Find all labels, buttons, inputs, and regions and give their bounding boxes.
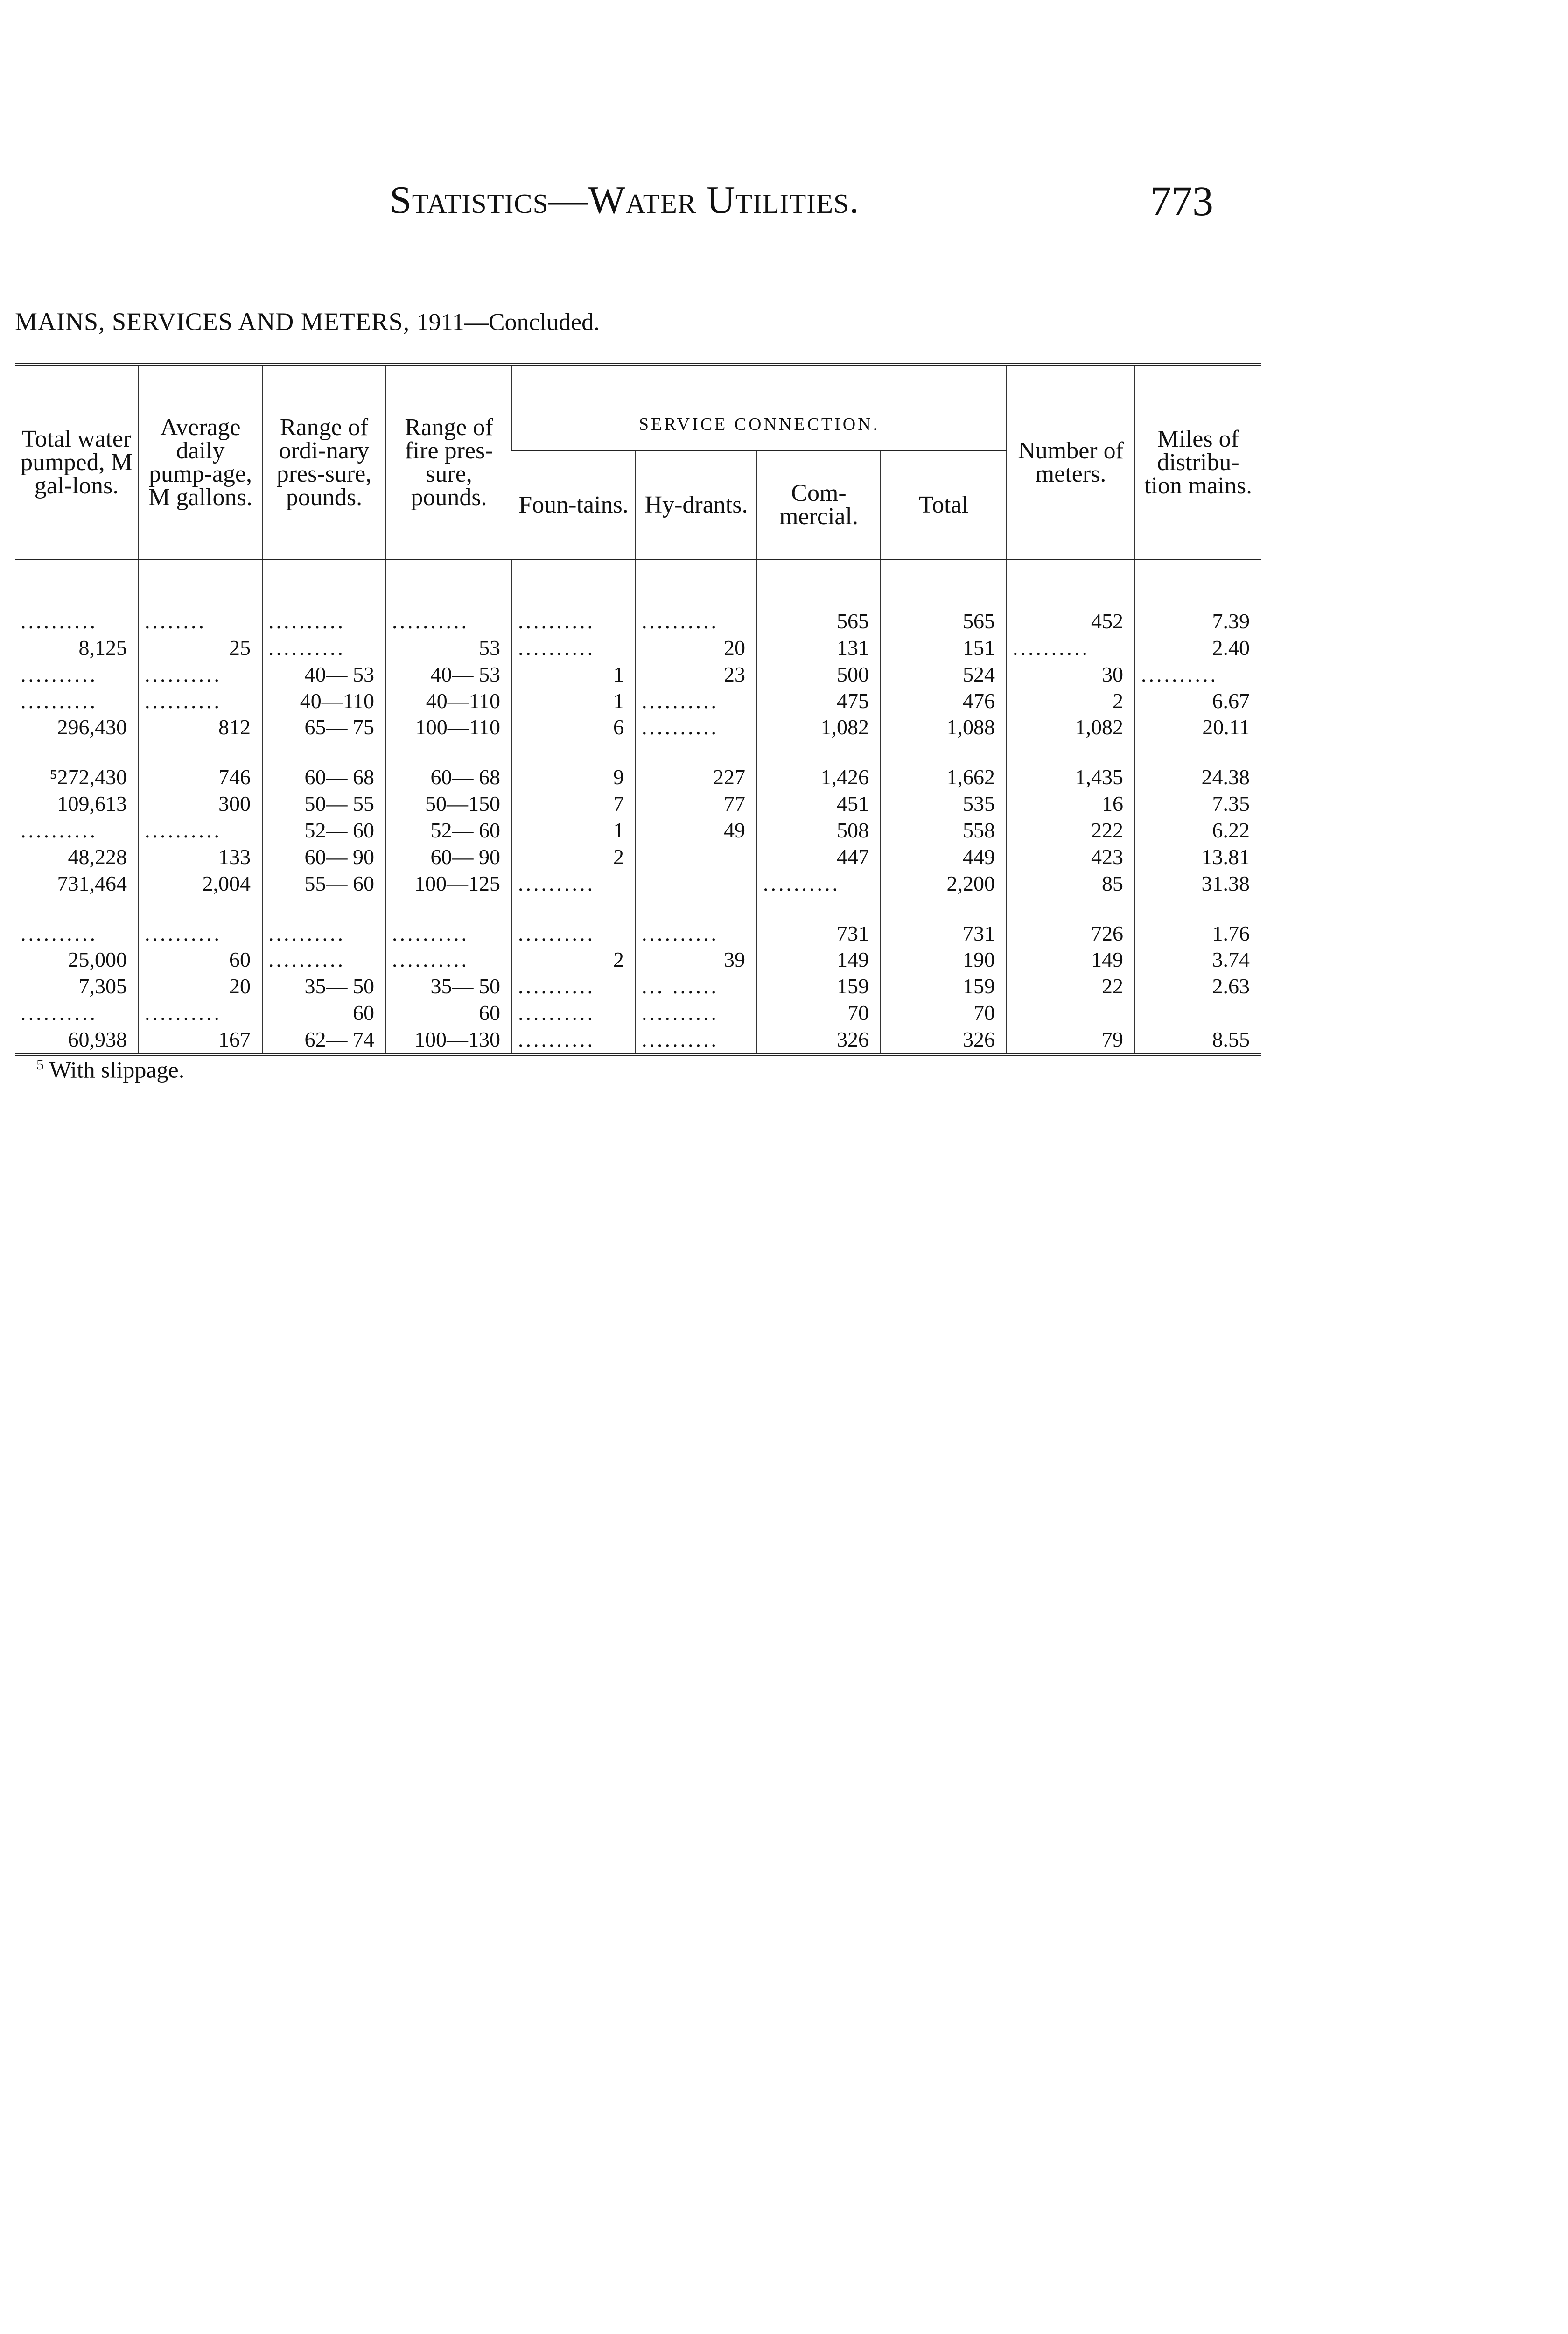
spacer-cell (1135, 560, 1261, 608)
table-row (15, 714, 1261, 741)
cell-commercial: .......... (757, 870, 881, 897)
cell-meters: 79 (1007, 1026, 1135, 1055)
spacer-cell (262, 741, 386, 764)
spacer-cell (15, 560, 139, 608)
cell-water-pumped: .......... (21, 689, 98, 713)
cell-daily-pumpage: 133 (139, 844, 262, 870)
cell-miles-of-mains: .......... (1135, 661, 1261, 688)
cell-water-pumped: ⁵272,430 (49, 765, 127, 789)
cell-fire-pressure: 100—110 (386, 714, 512, 741)
cell-ordinary-pressure: 60— 90 (262, 844, 386, 870)
cell-daily-pumpage: 20 (139, 973, 262, 1000)
cell-meters: 423 (1007, 844, 1135, 870)
cell-fountains: 2 (512, 947, 636, 973)
header-service-connection: SERVICE CONNECTION. (512, 365, 1007, 451)
cell-fire-pressure: 60— 68 (386, 764, 512, 791)
spacer-cell (757, 560, 881, 608)
cell-daily-pumpage: 300 (139, 791, 262, 817)
cell-fountains: 6 (512, 714, 636, 741)
table-row (15, 688, 1261, 714)
cell-meters: 1,435 (1007, 764, 1135, 791)
spacer-cell (512, 560, 636, 608)
spacer-cell (1007, 741, 1135, 764)
cell-miles-of-mains: 8.55 (1135, 1026, 1261, 1055)
table-caption-rest: 1911—Concluded. (416, 309, 600, 336)
cell-miles-of-mains: 6.67 (1135, 688, 1261, 714)
cell-hydrants: 49 (636, 817, 757, 844)
cell-total: 151 (881, 634, 1007, 661)
cell-ordinary-pressure: 50— 55 (262, 791, 386, 817)
row-spacer (15, 897, 1261, 920)
cell-commercial: 149 (757, 947, 881, 973)
header-commercial: Com-mercial. (757, 451, 881, 560)
cell-hydrants: .......... (636, 1026, 757, 1055)
cell-total: 524 (881, 661, 1007, 688)
table-row (15, 844, 1261, 870)
cell-meters: .......... (1007, 634, 1135, 661)
cell-hydrants: 77 (636, 791, 757, 817)
cell-total: 731 (881, 920, 1007, 947)
cell-miles-of-mains: 2.63 (1135, 973, 1261, 1000)
table-body (15, 560, 1261, 1055)
cell-fountains: .......... (512, 634, 636, 661)
cell-total: 70 (881, 1000, 1007, 1026)
row-spacer (15, 741, 1261, 764)
cell-meters: 16 (1007, 791, 1135, 817)
cell-ordinary-pressure: .......... (262, 947, 386, 973)
cell-total: 326 (881, 1026, 1007, 1055)
cell-water-pumped: 60,938 (15, 1026, 139, 1055)
cell-ordinary-pressure: 55— 60 (262, 870, 386, 897)
table-header (15, 365, 1261, 560)
table-caption (15, 307, 600, 336)
cell-fountains: .......... (512, 870, 636, 897)
cell-miles-of-mains: 24.38 (1135, 764, 1261, 791)
cell-daily-pumpage: .......... (139, 920, 262, 947)
footnote-text: With slippage. (49, 1056, 185, 1083)
cell-fountains: 7 (512, 791, 636, 817)
spacer-cell (386, 560, 512, 608)
cell-ordinary-pressure: 62— 74 (262, 1026, 386, 1055)
cell-total: 159 (881, 973, 1007, 1000)
header-average-daily-pumpage: Average daily pump-age, M gallons. (139, 365, 262, 560)
cell-hydrants (636, 844, 757, 870)
cell-miles-of-mains: 3.74 (1135, 947, 1261, 973)
header-total-water-pumped: Total water pumped, M gal-lons. (15, 365, 139, 560)
cell-miles-of-mains: 13.81 (1135, 844, 1261, 870)
cell-daily-pumpage: .......... (139, 688, 262, 714)
cell-total: 535 (881, 791, 1007, 817)
spacer-cell (881, 897, 1007, 920)
cell-fire-pressure: .......... (386, 920, 512, 947)
cell-commercial: 731 (757, 920, 881, 947)
cell-ordinary-pressure: 40— 53 (262, 661, 386, 688)
cell-ordinary-pressure: 60— 68 (262, 764, 386, 791)
cell-total: 449 (881, 844, 1007, 870)
spacer-cell (1007, 560, 1135, 608)
spacer-cell (1007, 897, 1135, 920)
spacer-cell (262, 897, 386, 920)
table-row (15, 764, 1261, 791)
header-total: Total (881, 451, 1007, 560)
cell-ordinary-pressure: .......... (262, 634, 386, 661)
cell-daily-pumpage: .......... (139, 1000, 262, 1026)
page-number: 773 (1150, 178, 1213, 225)
spacer-cell (881, 560, 1007, 608)
table-row (15, 1000, 1261, 1026)
spacer-cell (512, 897, 636, 920)
spacer-cell (636, 560, 757, 608)
cell-hydrants: .......... (636, 920, 757, 947)
cell-fountains: 2 (512, 844, 636, 870)
cell-meters: 30 (1007, 661, 1135, 688)
spacer-cell (15, 897, 139, 920)
cell-meters: 2 (1007, 688, 1135, 714)
statistics-table (15, 363, 1261, 1056)
cell-miles-of-mains (1135, 1000, 1261, 1026)
table-row (15, 817, 1261, 844)
cell-total: 565 (881, 608, 1007, 635)
cell-hydrants: .......... (636, 688, 757, 714)
cell-ordinary-pressure: 52— 60 (262, 817, 386, 844)
cell-daily-pumpage: ........ (139, 608, 262, 635)
cell-commercial: 159 (757, 973, 881, 1000)
cell-commercial: 131 (757, 634, 881, 661)
cell-fountains: .......... (512, 973, 636, 1000)
cell-commercial: 500 (757, 661, 881, 688)
cell-ordinary-pressure: 40—110 (262, 688, 386, 714)
table-row (15, 1026, 1261, 1055)
cell-hydrants: .......... (636, 608, 757, 635)
cell-commercial: 475 (757, 688, 881, 714)
cell-fire-pressure: .......... (386, 608, 512, 635)
cell-commercial: 1,426 (757, 764, 881, 791)
header-hydrants: Hy-drants. (636, 451, 757, 560)
cell-meters: 452 (1007, 608, 1135, 635)
table-row (15, 920, 1261, 947)
cell-miles-of-mains: 31.38 (1135, 870, 1261, 897)
cell-commercial: 70 (757, 1000, 881, 1026)
row-spacer (15, 560, 1261, 608)
cell-total: 1,662 (881, 764, 1007, 791)
footnote (36, 1056, 184, 1083)
spacer-cell (512, 741, 636, 764)
cell-total: 558 (881, 817, 1007, 844)
cell-fire-pressure: 40— 53 (386, 661, 512, 688)
cell-total: 2,200 (881, 870, 1007, 897)
cell-water-pumped: 25,000 (68, 948, 127, 972)
cell-hydrants: ... ...... (636, 973, 757, 1000)
cell-fountains: 9 (512, 764, 636, 791)
cell-commercial: 565 (757, 608, 881, 635)
cell-fountains: .......... (512, 608, 636, 635)
cell-fire-pressure: 35— 50 (386, 973, 512, 1000)
spacer-cell (757, 897, 881, 920)
cell-miles-of-mains: 20.11 (1135, 714, 1261, 741)
cell-fire-pressure: 60— 90 (386, 844, 512, 870)
cell-water-pumped: 7,305 (78, 974, 127, 998)
cell-hydrants: .......... (636, 714, 757, 741)
cell-fire-pressure: 100—130 (386, 1026, 512, 1055)
cell-daily-pumpage: 746 (139, 764, 262, 791)
cell-fire-pressure: 53 (386, 634, 512, 661)
cell-ordinary-pressure: .......... (262, 608, 386, 635)
cell-fountains: .......... (512, 1000, 636, 1026)
header-fountains: Foun-tains. (512, 451, 636, 560)
spacer-cell (881, 741, 1007, 764)
cell-fountains: 1 (512, 688, 636, 714)
cell-meters: 726 (1007, 920, 1135, 947)
running-title: Statistics—Water Utilities. (390, 178, 860, 222)
cell-fire-pressure: 52— 60 (386, 817, 512, 844)
spacer-cell (386, 741, 512, 764)
cell-fountains: 1 (512, 661, 636, 688)
table-row (15, 973, 1261, 1000)
cell-miles-of-mains: 1.76 (1135, 920, 1261, 947)
cell-water-pumped: .......... (21, 921, 98, 945)
cell-total: 476 (881, 688, 1007, 714)
cell-daily-pumpage: 812 (139, 714, 262, 741)
spacer-cell (139, 741, 262, 764)
cell-daily-pumpage: 167 (139, 1026, 262, 1055)
spacer-cell (757, 741, 881, 764)
cell-meters: 222 (1007, 817, 1135, 844)
spacer-cell (1135, 741, 1261, 764)
footnote-marker: 5 (36, 1056, 44, 1073)
cell-hydrants: 39 (636, 947, 757, 973)
cell-water-pumped: .......... (21, 609, 98, 633)
cell-daily-pumpage: 2,004 (139, 870, 262, 897)
spacer-cell (386, 897, 512, 920)
table-caption-main: MAINS, SERVICES AND METERS, (15, 308, 410, 336)
cell-ordinary-pressure: 60 (262, 1000, 386, 1026)
header-range-ordinary-pressure: Range of ordi-nary pres-sure, pounds. (262, 365, 386, 560)
cell-total: 190 (881, 947, 1007, 973)
spacer-cell (636, 741, 757, 764)
cell-miles-of-mains: 2.40 (1135, 634, 1261, 661)
cell-ordinary-pressure: 35— 50 (262, 973, 386, 1000)
cell-daily-pumpage: .......... (139, 661, 262, 688)
cell-hydrants: 227 (636, 764, 757, 791)
cell-commercial: 451 (757, 791, 881, 817)
spacer-cell (1135, 897, 1261, 920)
cell-commercial: 447 (757, 844, 881, 870)
cell-fire-pressure: 60 (386, 1000, 512, 1026)
header-range-fire-pressure: Range of fire pres-sure, pounds. (386, 365, 512, 560)
cell-daily-pumpage: .......... (139, 817, 262, 844)
cell-meters: 22 (1007, 973, 1135, 1000)
cell-fire-pressure: 100—125 (386, 870, 512, 897)
cell-commercial: 508 (757, 817, 881, 844)
spacer-cell (15, 741, 139, 764)
cell-total: 1,088 (881, 714, 1007, 741)
header-number-of-meters: Number of meters. (1007, 365, 1135, 560)
spacer-cell (636, 897, 757, 920)
cell-fountains: .......... (512, 920, 636, 947)
cell-water-pumped: 731,464 (57, 871, 127, 895)
cell-fire-pressure: .......... (386, 947, 512, 973)
cell-commercial: 1,082 (757, 714, 881, 741)
cell-fountains: 1 (512, 817, 636, 844)
spacer-cell (262, 560, 386, 608)
table-row (15, 791, 1261, 817)
cell-ordinary-pressure: 65— 75 (262, 714, 386, 741)
cell-daily-pumpage: 25 (139, 634, 262, 661)
cell-hydrants: 23 (636, 661, 757, 688)
cell-water-pumped: 296,430 (57, 715, 127, 739)
cell-hydrants: 20 (636, 634, 757, 661)
cell-meters: 1,082 (1007, 714, 1135, 741)
table-row (15, 870, 1261, 897)
cell-water-pumped: .......... (21, 818, 98, 843)
cell-daily-pumpage: 60 (139, 947, 262, 973)
spacer-cell (139, 897, 262, 920)
cell-ordinary-pressure: .......... (262, 920, 386, 947)
cell-fire-pressure: 40—110 (386, 688, 512, 714)
table-row (15, 634, 1261, 661)
spacer-cell (139, 560, 262, 608)
cell-commercial: 326 (757, 1026, 881, 1055)
cell-miles-of-mains: 6.22 (1135, 817, 1261, 844)
cell-meters: 149 (1007, 947, 1135, 973)
cell-miles-of-mains: 7.35 (1135, 791, 1261, 817)
cell-water-pumped: 109,613 (57, 792, 127, 816)
table-row (15, 608, 1261, 635)
cell-water-pumped: 8,125 (78, 635, 127, 660)
cell-meters: 85 (1007, 870, 1135, 897)
cell-fountains: .......... (512, 1026, 636, 1055)
table-row (15, 947, 1261, 973)
table-row (15, 661, 1261, 688)
cell-water-pumped: .......... (21, 1001, 98, 1025)
cell-water-pumped: 48,228 (68, 844, 127, 869)
cell-meters (1007, 1000, 1135, 1026)
cell-miles-of-mains: 7.39 (1135, 608, 1261, 635)
header-miles-of-mains: Miles of distribu-tion mains. (1135, 365, 1261, 560)
cell-water-pumped: .......... (21, 662, 98, 686)
cell-hydrants: .......... (636, 1000, 757, 1026)
cell-fire-pressure: 50—150 (386, 791, 512, 817)
cell-hydrants (636, 870, 757, 897)
